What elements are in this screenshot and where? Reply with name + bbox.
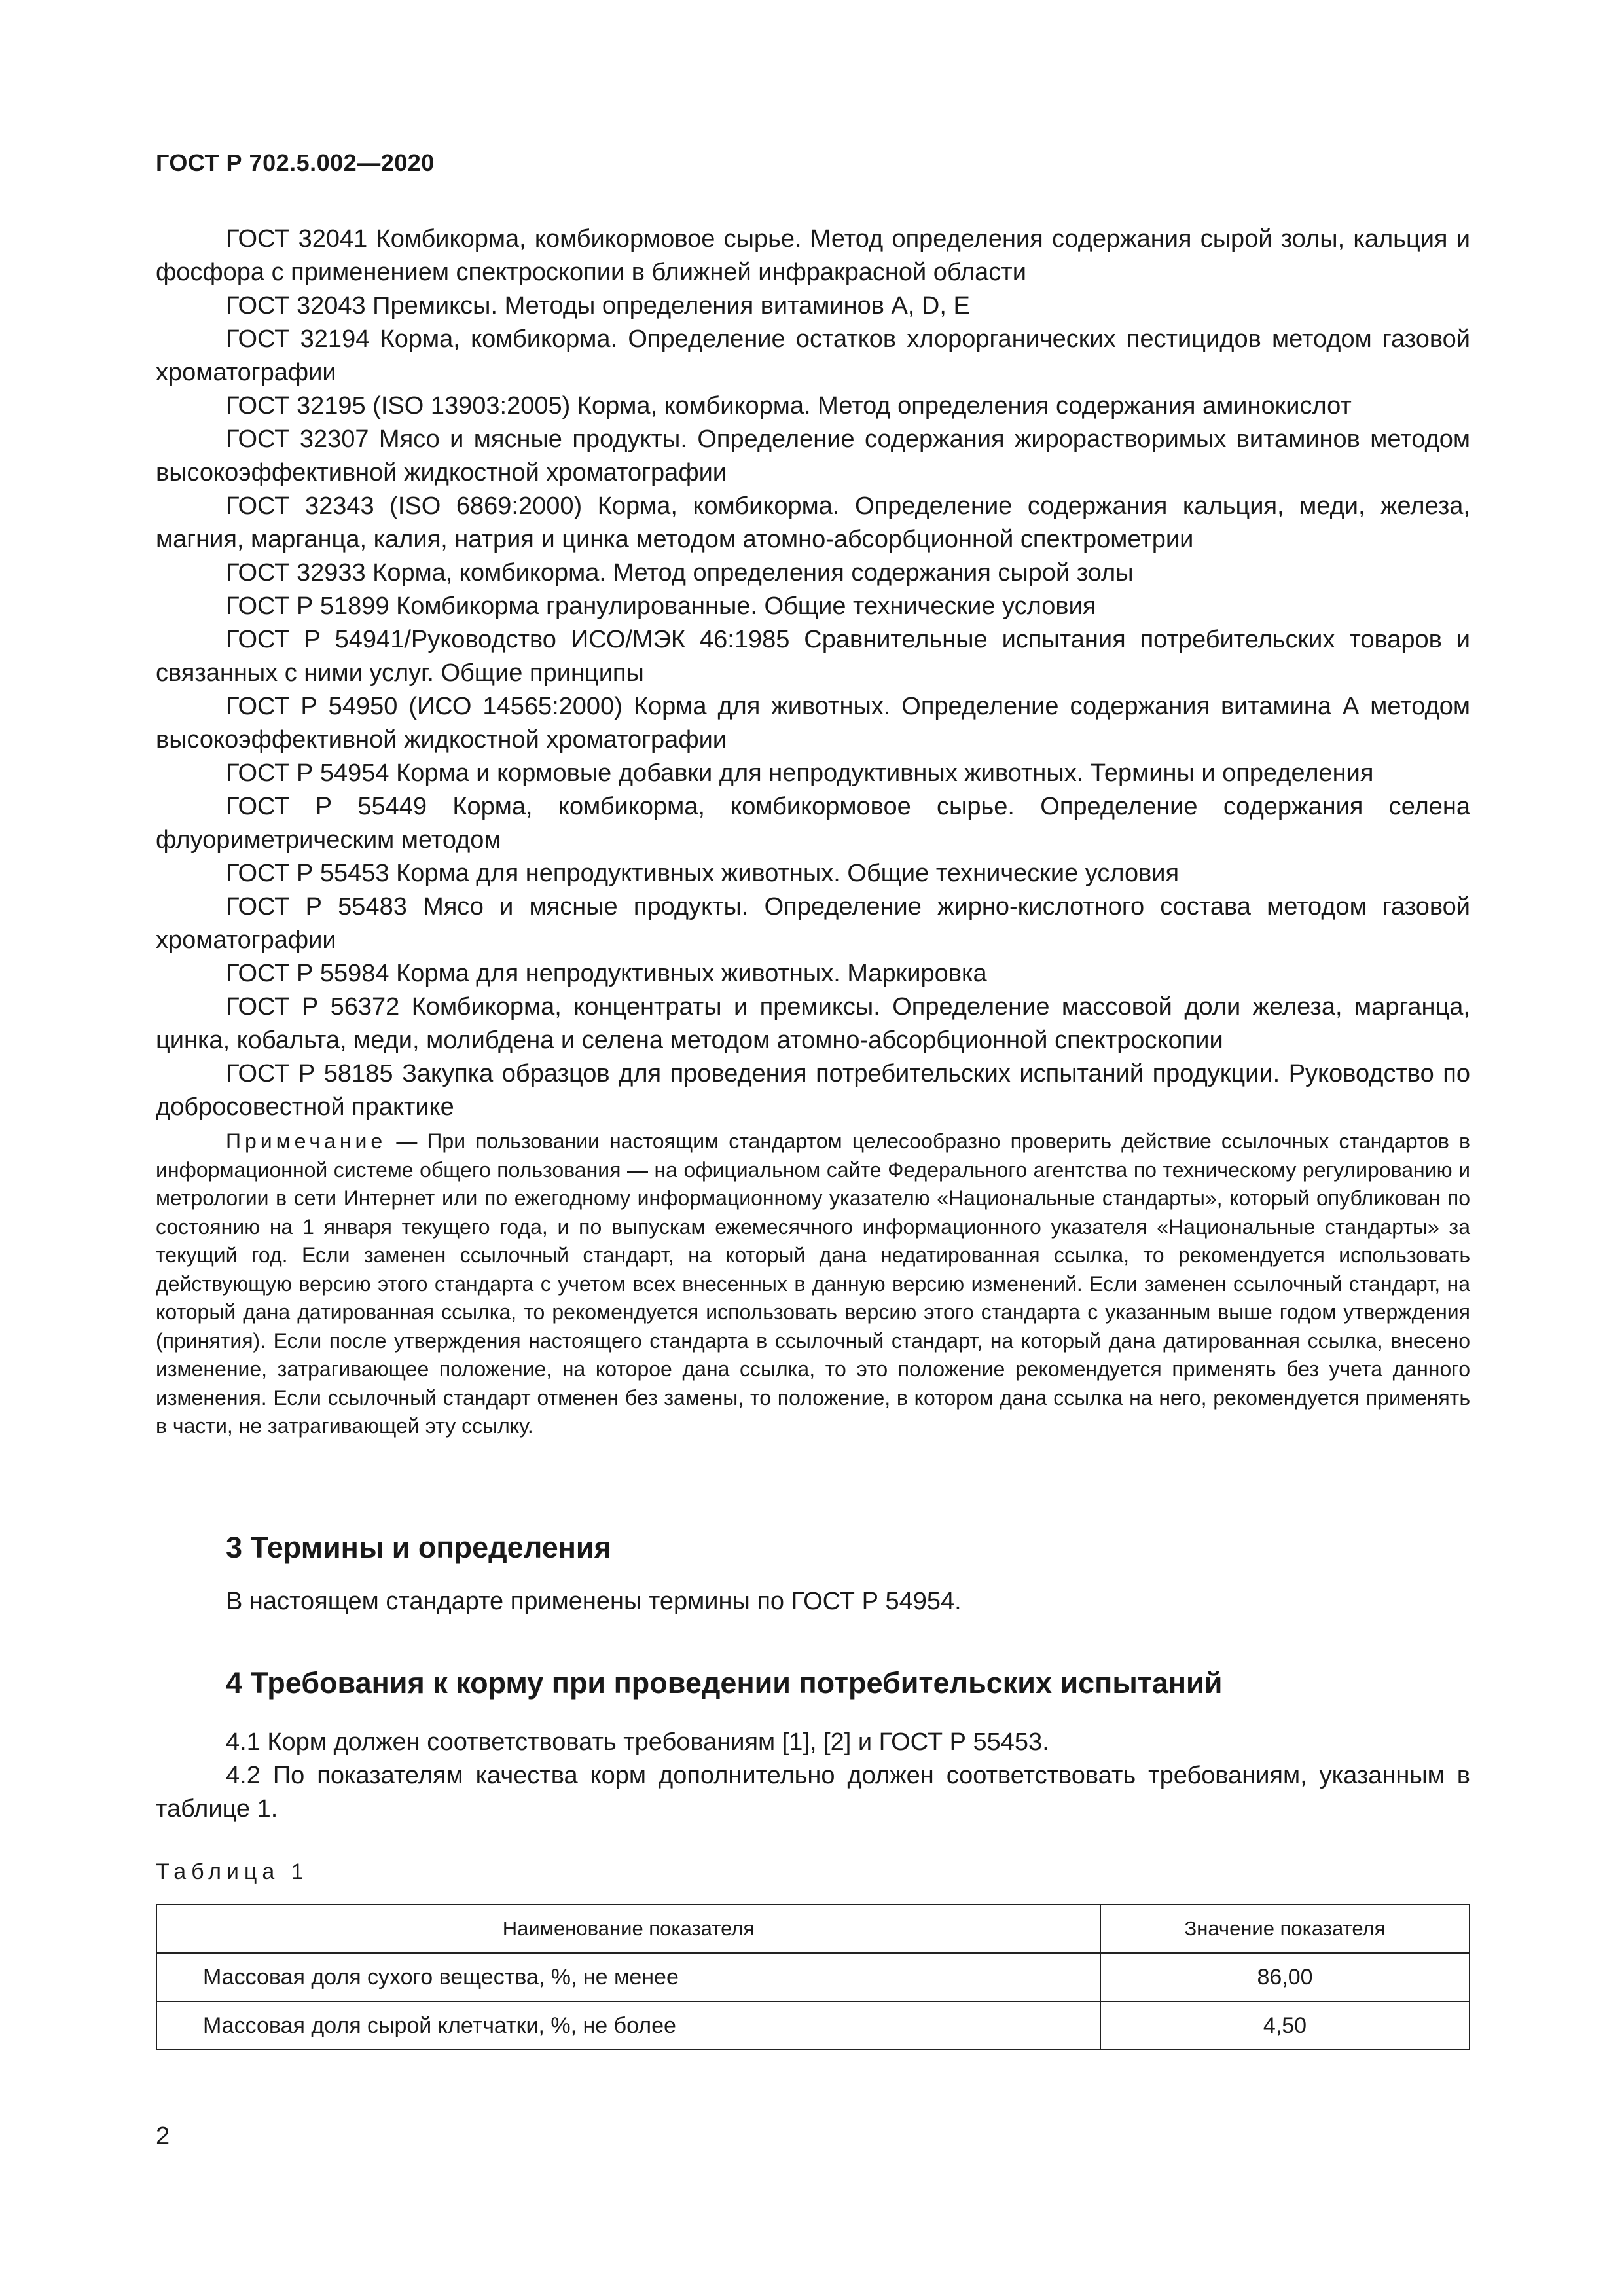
page-number: 2	[156, 2123, 170, 2150]
column-header-value: Значение показателя	[1100, 1904, 1470, 1953]
reference-item: ГОСТ Р 55449 Корма, комбикорма, комбикормовое сырье. Определение содержания селена флуориметрическим методом	[156, 793, 1470, 854]
table-row	[156, 2001, 1470, 2050]
indicator-name-cell: Массовая доля сухого вещества, %, не менее	[156, 1953, 1100, 2001]
reference-item: ГОСТ 32194 Корма, комбикорма. Определение остатков хлорорганических пестицидов методом газовой хроматографии	[156, 325, 1470, 386]
indicator-value-cell: 4,50	[1100, 2001, 1470, 2050]
indicator-value-cell: 86,00	[1100, 1953, 1470, 2001]
note-label: Примечание	[226, 1129, 387, 1153]
section-4-body	[156, 1726, 1470, 1826]
reference-item: ГОСТ Р 55483 Мясо и мясные продукты. Определение жирно-кислотного состава методом газовой хроматографии	[156, 893, 1470, 954]
table-caption: Таблица 1	[156, 1859, 309, 1884]
reference-item: ГОСТ Р 55453 Корма для непродуктивных животных. Общие технические условия	[226, 860, 1180, 887]
reference-item: ГОСТ 32307 Мясо и мясные продукты. Определение содержания жирорастворимых витаминов методом высокоэффективной жидкостной хроматографии	[156, 426, 1470, 486]
requirements-table	[156, 1904, 1470, 2050]
section-4-heading: 4 Требования к корму при проведении потребительских испытаний	[226, 1666, 1223, 1700]
reference-item: ГОСТ Р 56372 Комбикорма, концентраты и премиксы. Определение массовой доли железа, марганца, цинка, кобальта, меди, молибдена и селена методом атомно-абсорбционной спектроскопии	[156, 993, 1470, 1054]
clause-4-1: 4.1 Корм должен соответствовать требованиям [1], [2] и ГОСТ Р 55453.	[226, 1728, 1049, 1756]
table-header-row	[156, 1904, 1470, 1953]
reference-item: ГОСТ 32041 Комбикорма, комбикормовое сырье. Метод определения содержания сырой золы, кальция и фосфора с применением спектроскопии в ближней инфракрасной области	[156, 225, 1470, 286]
note-text: — При пользовании настоящим стандартом целесообразно проверить действие ссылочных стандартов в информационной системе общего пользования — на официальном сайте Федерального агентства по техническому регулированию и метрологии в сети Интернет или по ежегодному информационному указателю «Национальные стандарты», который опубликован по состоянию на 1 января текущего года, и по выпускам ежемесячного информационного указателя «Национальные стандарты» за текущий год. Если заменен ссылочный стандарт, на который дана недатированная ссылка, то рекомендуется использовать действующую версию этого стандарта с учетом всех внесенных в данную версию изменений. Если заменен ссылочный стандарт, на который дана датированная ссылка, то рекомендуется использовать версию этого стандарта с указанным выше годом утверждения (принятия). Если после утверждения настоящего стандарта в ссылочный стандарт, на который дана датированная ссылка, внесено изменение, затрагивающее положение, на которое дана ссылка, то это положение рекомендуется применять без учета данного изменения. Если ссылочный стандарт отменен без замены, то положение, в котором дана ссылка на него, рекомендуется применять в части, не затрагивающей эту ссылку.	[156, 1129, 1470, 1438]
reference-item: ГОСТ 32343 (ISO 6869:2000) Корма, комбикорма. Определение содержания кальция, меди, железа, магния, марганца, калия, натрия и цинка методом атомно-абсорбционной спектрометрии	[156, 492, 1470, 553]
reference-item: ГОСТ 32043 Премиксы. Методы определения витаминов A, D, E	[226, 292, 970, 319]
reference-item: ГОСТ 32195 (ISO 13903:2005) Корма, комбикорма. Метод определения содержания аминокислот	[226, 392, 1352, 420]
reference-item: ГОСТ 32933 Корма, комбикорма. Метод определения содержания сырой золы	[226, 559, 1134, 587]
reference-item: ГОСТ Р 55984 Корма для непродуктивных животных. Маркировка	[226, 960, 987, 987]
table-row	[156, 1953, 1470, 2001]
reference-item: ГОСТ Р 54954 Корма и кормовые добавки для непродуктивных животных. Термины и определения	[226, 759, 1374, 787]
section-3-text: В настоящем стандарте применены термины по ГОСТ Р 54954.	[226, 1588, 962, 1615]
reference-item: ГОСТ Р 54941/Руководство ИСО/МЭК 46:1985 Сравнительные испытания потребительских товаров и связанных с ними услуг. Общие принципы	[156, 626, 1470, 687]
reference-list	[156, 223, 1470, 1124]
note-block	[156, 1127, 1470, 1441]
reference-item: ГОСТ Р 54950 (ИСО 14565:2000) Корма для животных. Определение содержания витамина А методом высокоэффективной жидкостной хроматографии	[156, 693, 1470, 754]
indicator-name-cell: Массовая доля сырой клетчатки, %, не более	[156, 2001, 1100, 2050]
document-header: ГОСТ Р 702.5.002—2020	[156, 149, 435, 176]
reference-item: ГОСТ Р 51899 Комбикорма гранулированные. Общие технические условия	[226, 592, 1096, 620]
note-paragraph	[156, 1127, 1470, 1441]
section-3-heading: 3 Термины и определения	[226, 1531, 611, 1564]
clause-4-2: 4.2 По показателям качества корм дополнительно должен соответствовать требованиям, указанным в таблице 1.	[156, 1762, 1470, 1823]
column-header-name: Наименование показателя	[156, 1904, 1100, 1953]
reference-item: ГОСТ Р 58185 Закупка образцов для проведения потребительских испытаний продукции. Руководство по добросовестной практике	[156, 1060, 1470, 1121]
